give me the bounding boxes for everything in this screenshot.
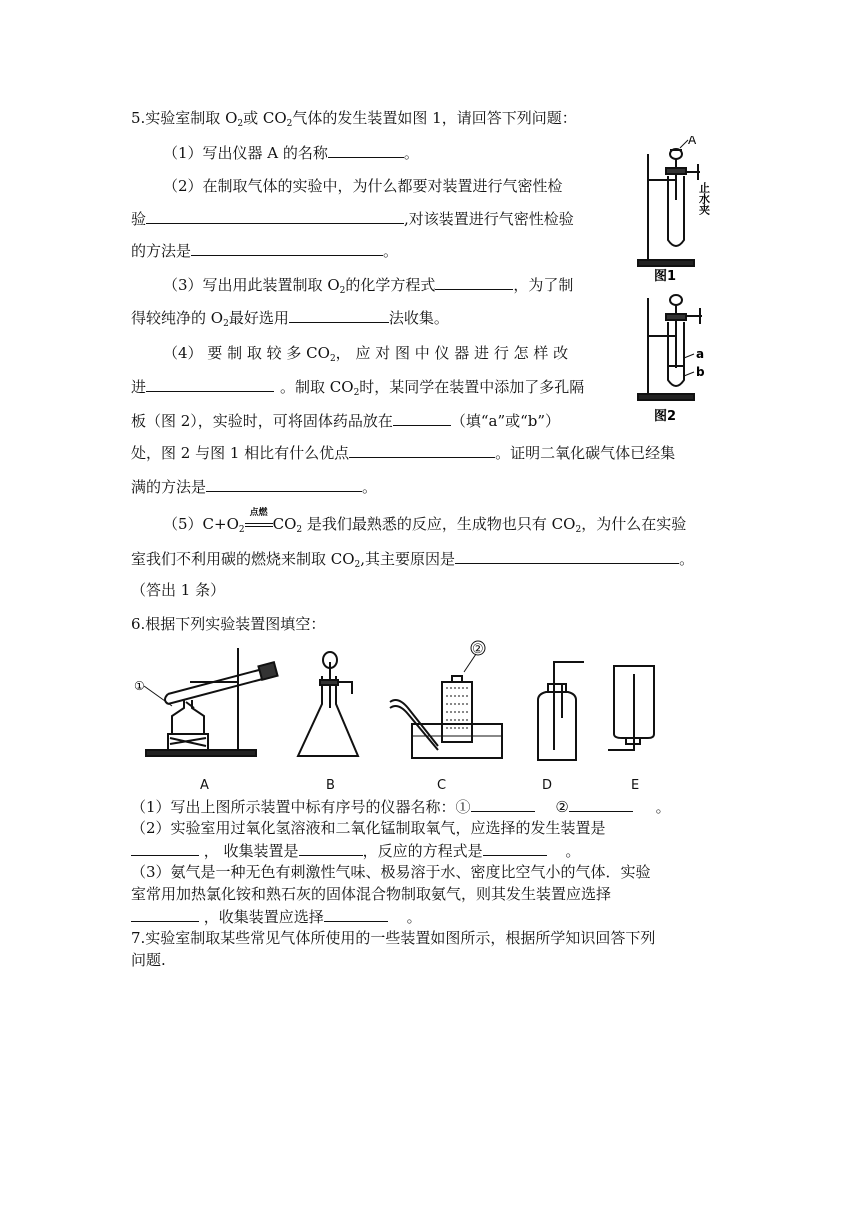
- answer-blank[interactable]: [569, 796, 633, 812]
- answer-blank[interactable]: [299, 840, 363, 856]
- q5-part5-line2: 室我们不利用碳的燃烧来制取 $CO_2$,其主要原因是 。: [131, 550, 695, 570]
- q7-line2: 问题.: [131, 951, 166, 969]
- answer-blank[interactable]: [146, 376, 274, 392]
- answer-blank[interactable]: [131, 840, 199, 856]
- q5-part2-line3: 的方法是 。: [131, 242, 399, 260]
- apparatus-label-E: E: [631, 778, 640, 793]
- answer-blank[interactable]: [349, 442, 495, 458]
- q5-stem: 5.实验室制取 $O_2$或 $CO_2$气体的发生装置如图 1，请回答下列问题：: [131, 109, 577, 129]
- figure-2-apparatus: [636, 288, 726, 430]
- q5-part1: （1）写出仪器 A 的名称 。: [163, 144, 419, 162]
- q6-part3-line3: ，收集装置应选择 。: [131, 906, 422, 927]
- answer-blank[interactable]: [146, 208, 404, 224]
- q6-part2-line2: ， 收集装置是 ，反应的方程式是 。: [131, 840, 580, 861]
- answer-blank[interactable]: [324, 906, 388, 922]
- q6-part1: （1）写出上图所示装置中标有序号的仪器名称：① ② 。: [131, 798, 671, 816]
- label-a: a: [696, 347, 705, 361]
- apparatus-label-D: D: [542, 778, 553, 793]
- answer-blank[interactable]: [206, 476, 362, 492]
- answer-blank[interactable]: [191, 240, 383, 256]
- q5-part3-line1: （3）写出用此装置制取 $O_2$的化学方程式 ，为了制: [163, 276, 574, 296]
- q5-part5-line3: （答出 1 条）: [131, 581, 226, 599]
- answer-blank[interactable]: [289, 307, 389, 323]
- answer-blank[interactable]: [471, 796, 535, 812]
- q6-part3-line1: （3）氨气是一种无色有刺激性气味、极易溶于水、密度比空气小的气体．实验: [131, 863, 651, 881]
- figure-1-caption: 图1: [654, 269, 677, 282]
- q5-part2-line2: 验 ,对该装置进行气密性检验: [131, 210, 574, 228]
- apparatus-label-C: C: [437, 778, 447, 793]
- q5-part4-line3: 板（图 2），实验时，可将固体药品放在 （填“a”或“b”）: [131, 412, 561, 430]
- q5-part4-line2: 进 。制取 $CO_2$时，某同学在装置中添加了多孔隔: [131, 378, 585, 398]
- q5-part4-line5: 满的方法是 。: [131, 478, 378, 496]
- marker-1: ①: [134, 679, 145, 693]
- answer-blank[interactable]: [455, 548, 679, 564]
- q6-apparatus-figure: [128, 638, 668, 770]
- q6-part3-line2: 室常用加热氯化铵和熟石灰的固体混合物制取氨气，则其发生装置应选择: [131, 885, 612, 903]
- q5-part2-line1: （2）在制取气体的实验中，为什么都要对装置进行气密性检: [163, 177, 563, 195]
- q6-stem: 6.根据下列实验装置图填空：: [131, 615, 326, 633]
- q5-part3-line2: 得较纯净的 $O_2$最好选用 法收集。: [131, 309, 449, 329]
- q7-line1: 7.实验室制取某些常见气体所使用的一些装置如图所示，根据所学知识回答下列: [131, 929, 656, 947]
- label-b: b: [696, 365, 705, 379]
- q6-part2-line1: （2）实验室用过氧化氢溶液和二氧化锰制取氧气，应选择的发生装置是: [131, 819, 606, 837]
- answer-blank[interactable]: [483, 840, 547, 856]
- answer-blank[interactable]: [435, 274, 513, 290]
- answer-blank[interactable]: [393, 410, 451, 426]
- figure-2-caption: 图2: [654, 409, 677, 424]
- q5-part5-line1: $(5)C+O_2$ 点燃 $CO_2$ 是我们最熟悉的反应，生成物也只有 $CO_2$，为什么在实验: [163, 508, 687, 535]
- apparatus-label-B: B: [326, 778, 335, 793]
- marker-2: ②: [472, 642, 484, 657]
- q5-part4-line1: （4） 要 制 取 较 多 $CO_2$， 应 对 图 中 仪 器 进 行 怎 样 改: [163, 344, 569, 364]
- q5-part4-line4: 处，图 2 与图 1 相比有什么优点 。证明二氧化碳气体已经集: [131, 444, 676, 462]
- label-clip: 止水夹: [697, 182, 711, 215]
- answer-blank[interactable]: [328, 142, 404, 158]
- apparatus-label-A: A: [200, 778, 209, 793]
- answer-blank[interactable]: [131, 906, 199, 922]
- reaction-condition: 点燃: [245, 514, 273, 534]
- figure-1-apparatus: [636, 136, 726, 282]
- label-A: A: [688, 136, 697, 147]
